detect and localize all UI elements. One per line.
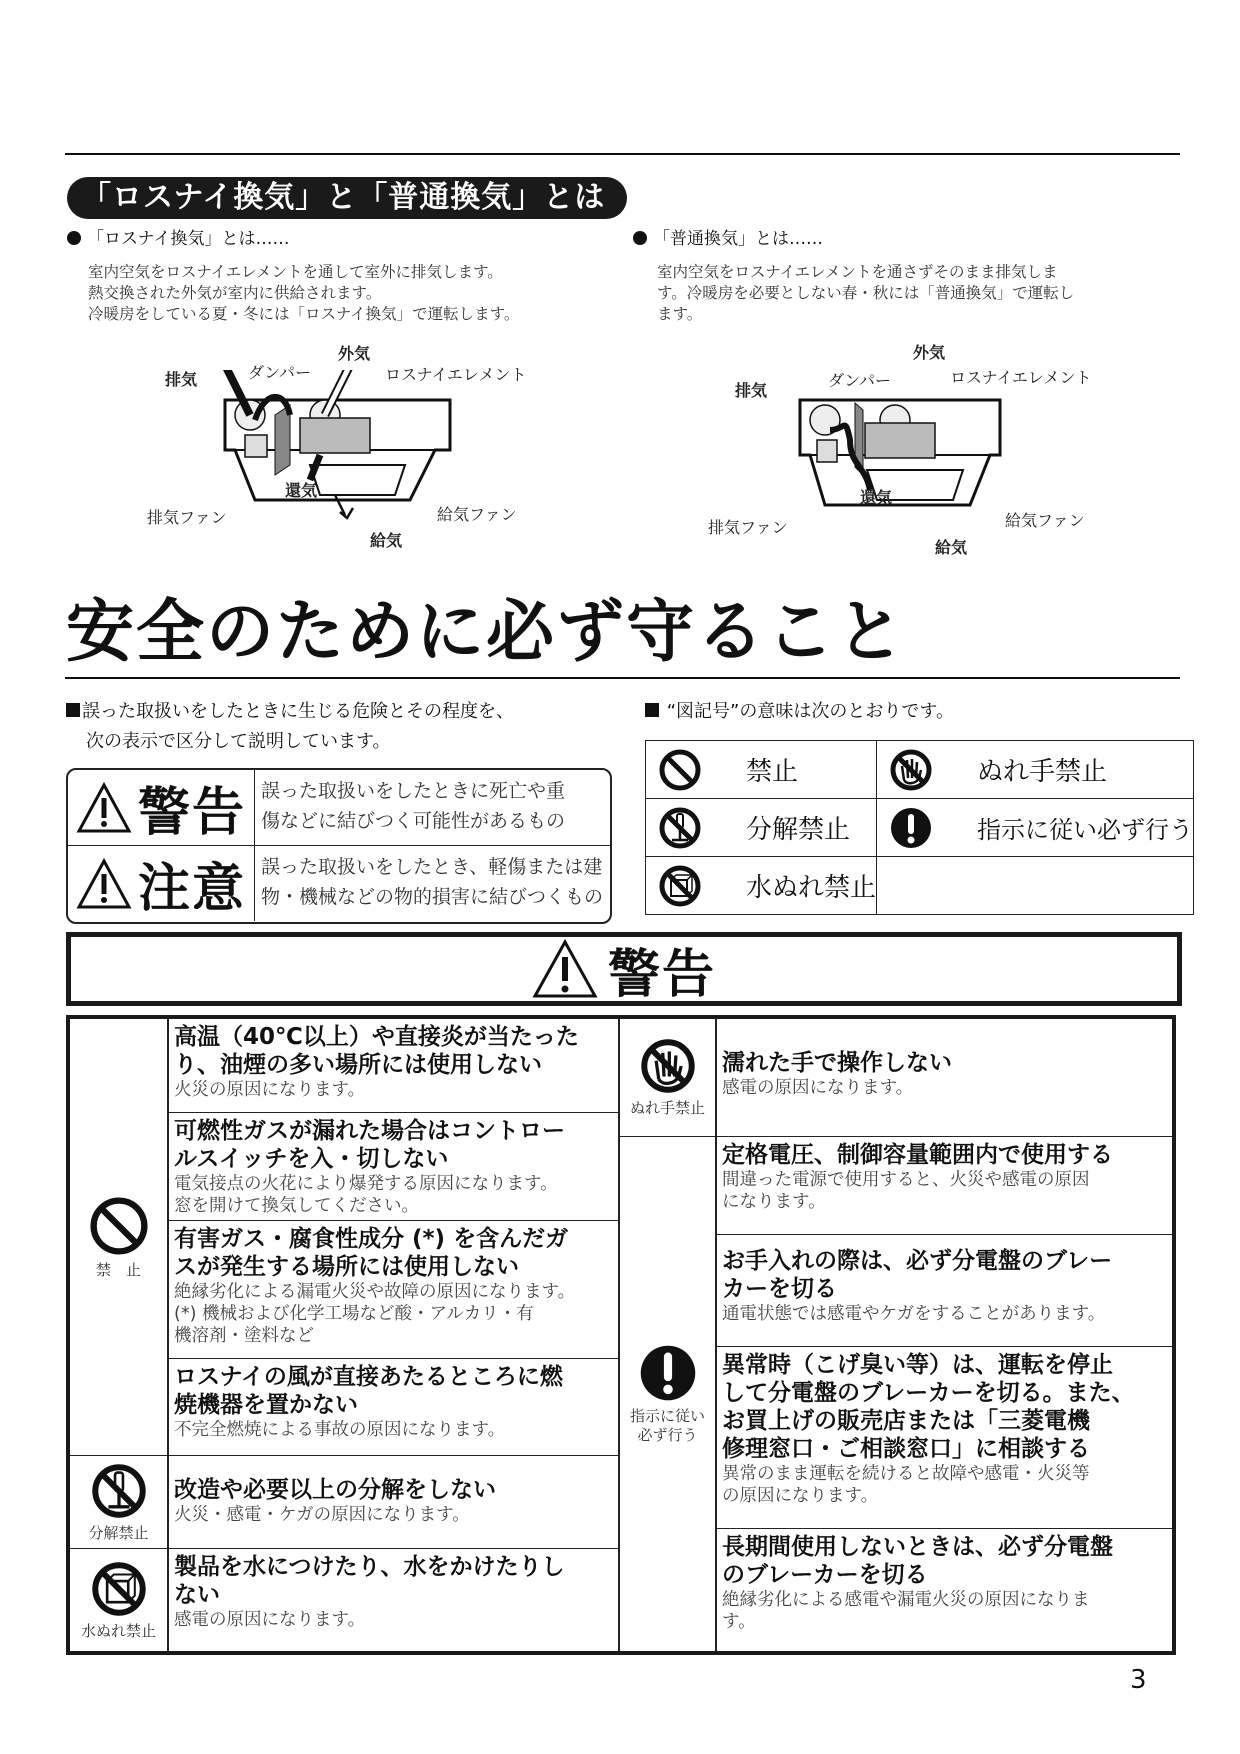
symbols-intro-text: “図記号”の意味は次のとおりです。 — [666, 701, 954, 722]
symbol-label: ぬれ手禁止 — [977, 757, 1108, 787]
warning-item — [168, 1221, 618, 1359]
text-line: 誤った取扱いをしたとき、軽傷または建 — [261, 856, 603, 878]
mandatory-icon — [638, 1343, 698, 1403]
item-detail: す。 — [722, 1612, 756, 1632]
severity-word: 注意 — [137, 859, 246, 919]
no-water-icon — [658, 864, 702, 908]
symbol-legend-table — [645, 740, 1194, 915]
item-heading: して分電盤のブレーカーを切る。また、 — [722, 1380, 1135, 1406]
prohibited-icon — [88, 1195, 150, 1257]
text-line: 誤った取扱いをしたときに死亡や重 — [261, 780, 566, 802]
text-line: 室内空気をロスナイエレメントを通して室外に排気します。 — [88, 263, 503, 281]
no-disassembly-icon — [658, 806, 702, 850]
symbol-cell-prohibited — [646, 741, 877, 799]
diagram1-label-damper: ダンパー — [248, 363, 312, 382]
no-water-icon — [90, 1560, 148, 1618]
item-detail: 異常のまま運転を続けると故障や感電・火災等 — [722, 1464, 1090, 1484]
diagram2-label-supply: 給気 — [935, 538, 968, 557]
item-heading: 定格電圧、制御容量範囲内で使用する — [722, 1142, 1113, 1168]
symbol-cell-no-wet-hands — [877, 741, 1194, 799]
lossnay-description — [88, 262, 519, 325]
square-bullet-icon — [645, 703, 659, 717]
item-heading: 修理窓口・ご相談窓口」に相談する — [722, 1436, 1090, 1462]
item-heading: 製品を水につけたり、水をかけたりし — [174, 1554, 565, 1580]
severity-warning-description — [255, 770, 610, 845]
icon-label: 指示に従い — [629, 1407, 705, 1425]
warning-item — [168, 1456, 618, 1549]
text-line: 物・機械などの物的損害に結びつくもの — [261, 886, 604, 908]
item-detail: の原因になります。 — [722, 1486, 879, 1506]
top-divider — [65, 153, 1180, 155]
diagram2-label-supply-fan: 給気ファン — [1005, 511, 1085, 530]
item-heading: 濡れた手で操作しない — [722, 1050, 952, 1076]
safety-divider — [65, 677, 1180, 679]
text-line: ます。 — [657, 305, 703, 323]
diagram1-label-lossnay-element: ロスナイエレメント — [385, 365, 527, 384]
item-detail: 間違った電源で使用すると、火災や感電の原因 — [722, 1170, 1090, 1190]
symbol-cell-no-disassembly — [646, 799, 877, 857]
icon-label: 禁 止 — [95, 1260, 141, 1279]
item-heading: 高温（40℃以上）や直接炎が当たった — [174, 1024, 579, 1050]
symbol-label: 指示に従い必ず行う — [977, 816, 1194, 844]
warning-banner-text: 警告 — [607, 944, 716, 1005]
text-line: 冷暖房をしている夏・冬には「ロスナイ換気」で運転します。 — [88, 305, 520, 323]
item-heading: 焼機器を置かない — [174, 1392, 358, 1418]
page-number: 3 — [1130, 1665, 1147, 1695]
bullet-icon — [67, 231, 81, 245]
diagram2-label-outside-air: 外気 — [913, 343, 946, 362]
item-detail: 窓を開けて換気してください。 — [174, 1196, 419, 1216]
diagram2-label-damper: ダンパー — [828, 371, 892, 390]
prohibited-icon — [658, 748, 702, 792]
symbol-cell-mandatory — [877, 799, 1194, 857]
symbol-label: 禁止 — [746, 757, 799, 787]
item-detail: 絶縁劣化による感電や漏電火災の原因になりま — [722, 1590, 1090, 1610]
no-disassembly-icon-cell — [70, 1456, 167, 1549]
symbol-cell-no-water — [646, 857, 877, 915]
warning-item — [716, 1347, 1172, 1529]
no-disassembly-icon — [90, 1462, 148, 1520]
diagram1-label-return-air: 還気 — [285, 481, 318, 500]
item-heading: 長期間使用しないときは、必ず分電盤 — [722, 1534, 1113, 1560]
item-heading: カーを切る — [722, 1276, 837, 1302]
diagram1-label-supply-fan: 給気ファン — [437, 505, 517, 524]
item-heading: お手入れの際は、必ず分電盤のブレー — [722, 1248, 1113, 1274]
item-heading: ルスイッチを入・切しない — [174, 1146, 449, 1172]
lossnay-heading — [67, 228, 289, 250]
lossnay-ventilation-diagram — [215, 370, 465, 520]
warning-item — [168, 1359, 618, 1456]
item-heading: のブレーカーを切る — [722, 1562, 928, 1588]
item-heading: お買上げの販売店または「三菱電機 — [722, 1408, 1090, 1434]
severity-intro — [66, 697, 514, 757]
diagram1-label-outside-air: 外気 — [338, 344, 371, 363]
text-line: す。冷暖房を必要としない春・秋には「普通換気」で運転し — [657, 284, 1075, 302]
severity-warning-row — [68, 770, 610, 846]
item-detail: になります。 — [722, 1192, 826, 1212]
warning-item — [168, 1019, 618, 1113]
no-water-icon-cell — [70, 1549, 167, 1651]
square-bullet-icon — [66, 703, 80, 717]
caution-triangle-icon — [76, 858, 132, 910]
lossnay-heading-text: 「ロスナイ換気」とは…… — [87, 229, 290, 249]
item-detail: 通電状態では感電やケガをすることがあります。 — [722, 1304, 1106, 1324]
mandatory-icon — [889, 806, 933, 850]
diagram2-label-exhaust: 排気 — [735, 381, 768, 400]
severity-legend — [66, 768, 612, 924]
prohibited-icon-cell — [70, 1019, 167, 1456]
normal-heading-text: 「普通換気」とは…… — [653, 229, 823, 249]
no-wet-hands-icon — [639, 1037, 697, 1095]
icon-label: 水ぬれ禁止 — [80, 1621, 156, 1640]
item-detail: (*) 機械および化学工場など酸・アルカリ・有 — [174, 1304, 534, 1324]
normal-heading — [633, 228, 823, 250]
item-heading: り、油煙の多い場所には使用しない — [174, 1052, 542, 1078]
item-detail: 火災の原因になります。 — [174, 1080, 366, 1100]
item-heading: ロスナイの風が直接あたるところに燃 — [174, 1364, 563, 1390]
item-detail: 不完全燃焼による事故の原因になります。 — [174, 1420, 506, 1440]
no-wet-hands-icon-cell — [620, 1019, 715, 1137]
item-heading: 有害ガス・腐食性成分 (*) を含んだガ — [174, 1226, 569, 1252]
text-line: 室内空気をロスナイエレメントを通さずそのまま排気しま — [657, 263, 1058, 281]
diagram1-label-exhaust: 排気 — [165, 370, 198, 389]
item-detail: 電気接点の火花により爆発する原因になります。 — [174, 1174, 558, 1194]
mandatory-icon-cell — [620, 1137, 715, 1651]
right-warning-items — [716, 1019, 1172, 1651]
warning-item — [716, 1019, 1172, 1137]
no-wet-hands-icon — [889, 748, 933, 792]
item-heading: ない — [174, 1582, 220, 1608]
normal-description — [657, 262, 1074, 325]
warning-triangle-icon — [76, 782, 132, 834]
item-detail: 機溶剤・塗料など — [174, 1326, 314, 1346]
symbol-label: 分解禁止 — [746, 815, 851, 845]
severity-caution-description — [255, 846, 610, 921]
ventilator-illustration-icon — [215, 370, 465, 520]
bullet-icon — [633, 231, 647, 245]
text-line: 熱交換された外気が室内に供給されます。 — [88, 284, 382, 302]
warning-item — [716, 1529, 1172, 1651]
warning-item — [716, 1137, 1172, 1235]
left-warning-items — [168, 1019, 618, 1651]
warning-item — [716, 1235, 1172, 1347]
warning-triangle-icon — [532, 939, 598, 999]
item-detail: 火災・感電・ケガの原因になります。 — [174, 1505, 470, 1525]
section-title-ventilation: 「ロスナイ換気」と「普通換気」とは — [67, 177, 627, 219]
warning-item — [168, 1549, 618, 1651]
item-detail: 絶縁劣化による漏電火災や故障の原因になります。 — [174, 1282, 576, 1302]
diagram2-label-lossnay-element: ロスナイエレメント — [950, 368, 1092, 387]
item-detail: 感電の原因になります。 — [174, 1610, 366, 1630]
icon-label: 分解禁止 — [88, 1523, 149, 1542]
warning-banner — [66, 932, 1182, 1006]
warning-table — [66, 1015, 1176, 1655]
safety-title: 安全のために必ず守ること — [66, 593, 907, 672]
severity-caution-row — [68, 846, 610, 921]
text-line: 誤った取扱いをしたときに生じる危険とその程度を、 — [82, 701, 514, 722]
item-heading: 改造や必要以上の分解をしない — [174, 1477, 496, 1503]
item-heading: 異常時（こげ臭い等）は、運転を停止 — [722, 1352, 1113, 1378]
severity-caution-header — [68, 846, 255, 921]
severity-word: 警告 — [137, 783, 246, 843]
diagram2-label-exhaust-fan: 排気ファン — [708, 518, 788, 537]
text-line: 傷などに結びつく可能性があるもの — [261, 810, 566, 832]
diagram2-label-return-air: 還気 — [860, 488, 893, 507]
symbols-intro — [645, 697, 954, 727]
diagram1-label-supply: 給気 — [370, 531, 403, 550]
item-heading: スが発生する場所には使用しない — [174, 1254, 519, 1280]
item-detail: 感電の原因になります。 — [722, 1078, 914, 1098]
severity-warning-header — [68, 770, 255, 845]
symbol-cell-empty — [877, 857, 1194, 915]
text-line: 次の表示で区分して説明しています。 — [86, 731, 391, 752]
warning-item — [168, 1113, 618, 1221]
diagram1-label-exhaust-fan: 排気ファン — [147, 508, 227, 527]
normal-ventilation-diagram — [795, 395, 1005, 535]
symbol-label: 水ぬれ禁止 — [746, 873, 877, 903]
ventilator-illustration-icon — [795, 395, 1005, 535]
icon-label: ぬれ手禁止 — [629, 1099, 705, 1117]
icon-label: 必ず行う — [637, 1426, 698, 1444]
item-heading: 可燃性ガスが漏れた場合はコントロー — [174, 1118, 565, 1144]
